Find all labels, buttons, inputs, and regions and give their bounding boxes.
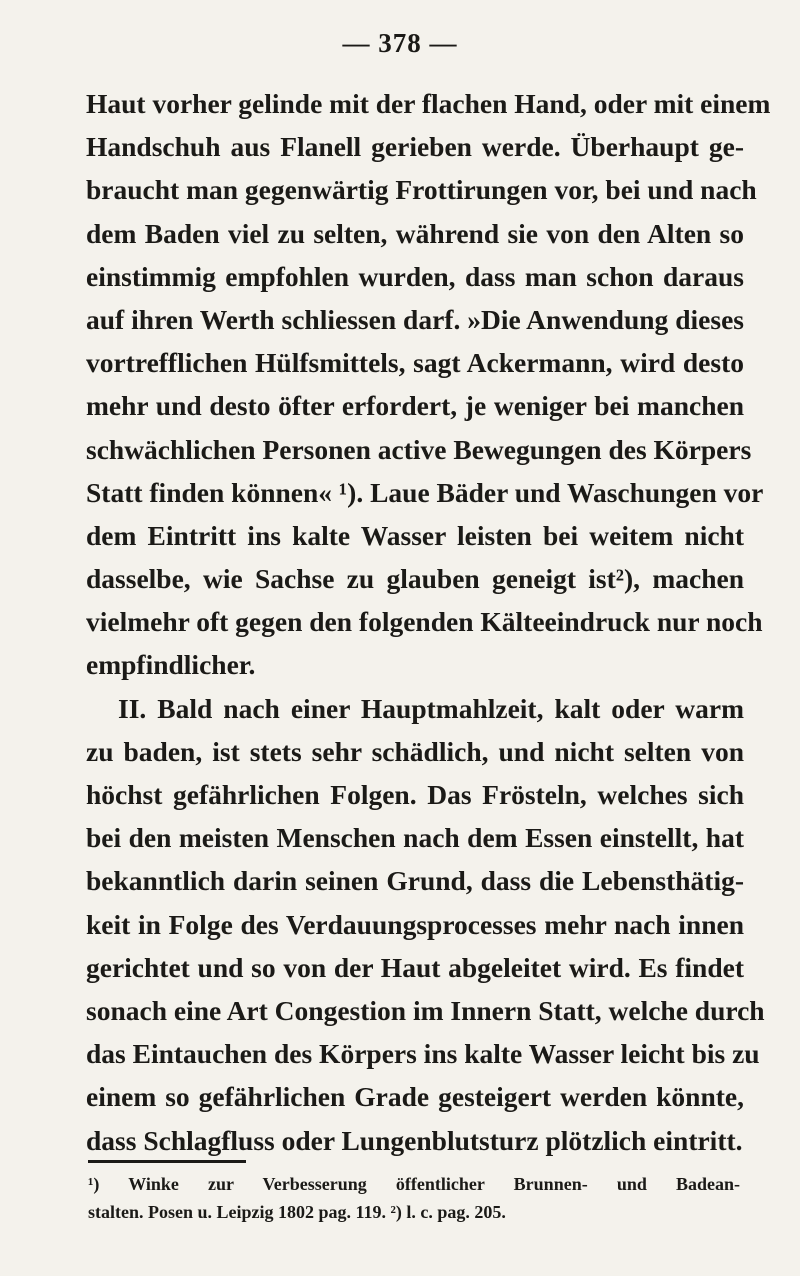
- text-line: dem Baden viel zu selten, während sie von den Alten so: [86, 217, 744, 249]
- text-line: einem so gefährlichen Grade gesteigert werden könnte,: [86, 1081, 744, 1113]
- text-line: mehr und desto öfter erfordert, je weniger bei manchen: [86, 390, 744, 422]
- text-line: Statt finden können« ¹). Laue Bäder und Waschungen vor: [86, 476, 764, 508]
- footnote-line: stalten. Posen u. Leipzig 1802 pag. 119. ²) l. c. pag. 205.: [88, 1202, 506, 1222]
- footnote-line: ¹) Winke zur Verbesserung öffentlicher Brunnen- und Badean-: [88, 1174, 740, 1194]
- page-number: — 378 —: [342, 28, 458, 58]
- text-line: dasselbe, wie Sachse zu glauben geneigt ist²), machen: [86, 563, 744, 595]
- footnote-divider: [88, 1160, 246, 1163]
- text-line: gerichtet und so von der Haut abgeleitet wird. Es findet: [86, 951, 744, 983]
- text-line: Haut vorher gelinde mit der flachen Hand, oder mit einem: [86, 88, 771, 119]
- text-line: vielmehr oft gegen den folgenden Kälteeindruck nur noch: [86, 606, 763, 638]
- text-line: auf ihren Werth schliessen darf. »Die Anwendung dieses: [86, 303, 744, 335]
- text-line: empfindlicher.: [86, 649, 256, 681]
- text-line: dem Eintritt ins kalte Wasser leisten bei weitem nicht: [86, 519, 744, 551]
- text-line: dass Schlagfluss oder Lungenblutsturz plötzlich eintritt.: [86, 1124, 743, 1156]
- text-line: einstimmig empfohlen wurden, dass man schon daraus: [86, 260, 744, 292]
- text-line: II. Bald nach einer Hauptmahlzeit, kalt oder warm: [118, 692, 744, 724]
- footnotes: [88, 1170, 740, 1226]
- body-text: [86, 82, 771, 1162]
- text-line: das Eintauchen des Körpers ins kalte Wasser leicht bis zu: [86, 1038, 760, 1070]
- text-line: keit in Folge des Verdauungsprocesses mehr nach innen: [86, 908, 744, 940]
- text-line: Handschuh aus Flanell gerieben werde. Überhaupt ge-: [86, 131, 744, 163]
- text-line: sonach eine Art Congestion im Innern Statt, welche durch: [86, 994, 765, 1026]
- text-line: bei den meisten Menschen nach dem Essen einstellt, hat: [86, 822, 744, 854]
- text-line: bekanntlich darin seinen Grund, dass die Lebensthätig-: [86, 865, 744, 897]
- text-line: höchst gefährlichen Folgen. Das Frösteln, welches sich: [86, 779, 744, 810]
- text-line: vortrefflichen Hülfsmittels, sagt Ackermann, wird desto: [86, 347, 744, 379]
- text-line: schwächlichen Personen active Bewegungen des Körpers: [86, 433, 752, 465]
- text-line: zu baden, ist stets sehr schädlich, und nicht selten von: [86, 735, 744, 767]
- text-line: braucht man gegenwärtig Frottirungen vor, bei und nach: [86, 174, 757, 206]
